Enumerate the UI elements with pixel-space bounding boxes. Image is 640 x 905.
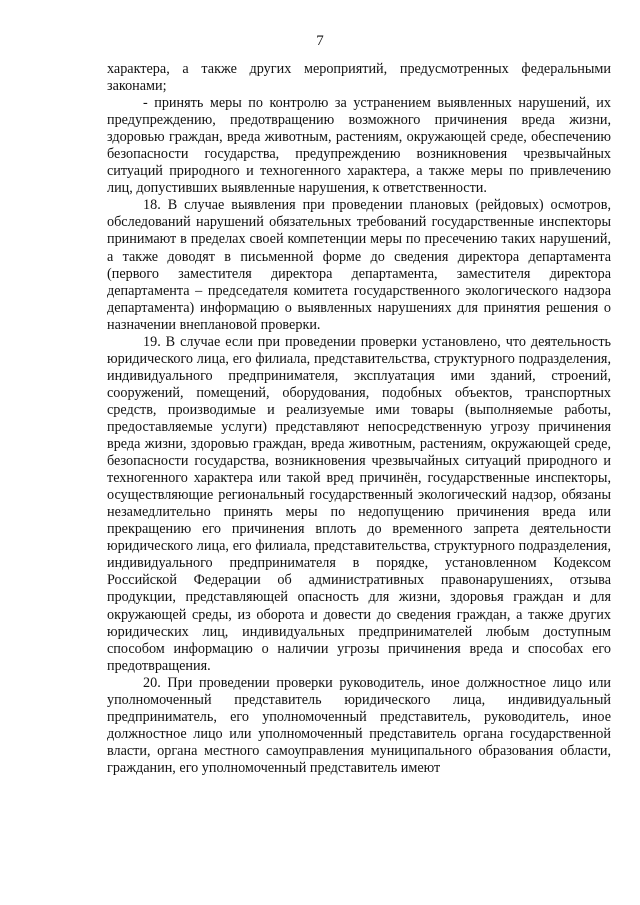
paragraph-18: 18. В случае выявления при проведении плановых (рейдовых) осмотров, обследований нарушений обязательных требований государственные инспекторы принимают в пределах своей компетенции меры по пресечению таких нарушений, а также доводят в письменной форме до сведения директора департамента (первого заместителя директора департамента, заместителя директора департамента – председателя комитета государственного экологического надзора департамента) информацию о выявленных нарушениях для принятия решения о назначении внеплановой проверки.	[107, 197, 611, 333]
paragraph-20: 20. При проведении проверки руководитель, иное должностное лицо или уполномоченный представитель юридического лица, индивидуальный предприниматель, его уполномоченный представитель, руководитель, иное должностное лицо или уполномоченный представитель органа государственной власти, органа местного самоуправления муниципального образования области, гражданин, его уполномоченный представитель имеют	[107, 674, 611, 776]
page-number: 7	[316, 33, 324, 49]
paragraph-19: 19. В случае если при проведении проверки установлено, что деятельность юридического лица, его филиала, представительства, структурного подразделения, индивидуального предпринимателя, эксплуатация ими зданий, строений, сооружений, помещений, оборудования, подобных объектов, транспортных средств, производимые и реализуемые ими товары (выполняемые работы, предоставляемые услуги) представляют непосредственную угрозу причинения вреда жизни, здоровью граждан, вреда животным, растениям, окружающей среде, безопасности государства, возникновения чрезвычайных ситуаций природного и техногенного характера или такой вред причинён, государственные инспекторы, осуществляющие региональный государственный экологический надзор, обязаны незамедлительно принять меры по недопущению причинения вреда или прекращению его причинения вплоть до временного запрета деятельности юридического лица, его филиала, представительства, структурного подразделения, индивидуального предпринимателя в порядке, установленном Кодексом Российской Федерации об административных правонарушениях, отзыва продукции, представляющей опасность для жизни, здоровья граждан и для окружающей среды, из оборота и довести до сведения граждан, а также других юридических лиц, индивидуальных предпринимателей любым доступным способом информацию о наличии угрозы причинения вреда и способах его предотвращения.	[107, 333, 611, 674]
body-text	[107, 61, 611, 777]
paragraph-measures: - принять меры по контролю за устранением выявленных нарушений, их предупреждению, предотвращению возможного причинения вреда жизни, здоровью граждан, вреда животным, растениям, окружающей среде, обеспечению безопасности государства, предупреждению возникновения чрезвычайных ситуаций природного и техногенного характера, а также меры по привлечению лиц, допустивших выявленные нарушения, к ответственности.	[107, 95, 611, 197]
paragraph-continuation: характера, а также других мероприятий, предусмотренных федеральными законами;	[107, 61, 611, 95]
